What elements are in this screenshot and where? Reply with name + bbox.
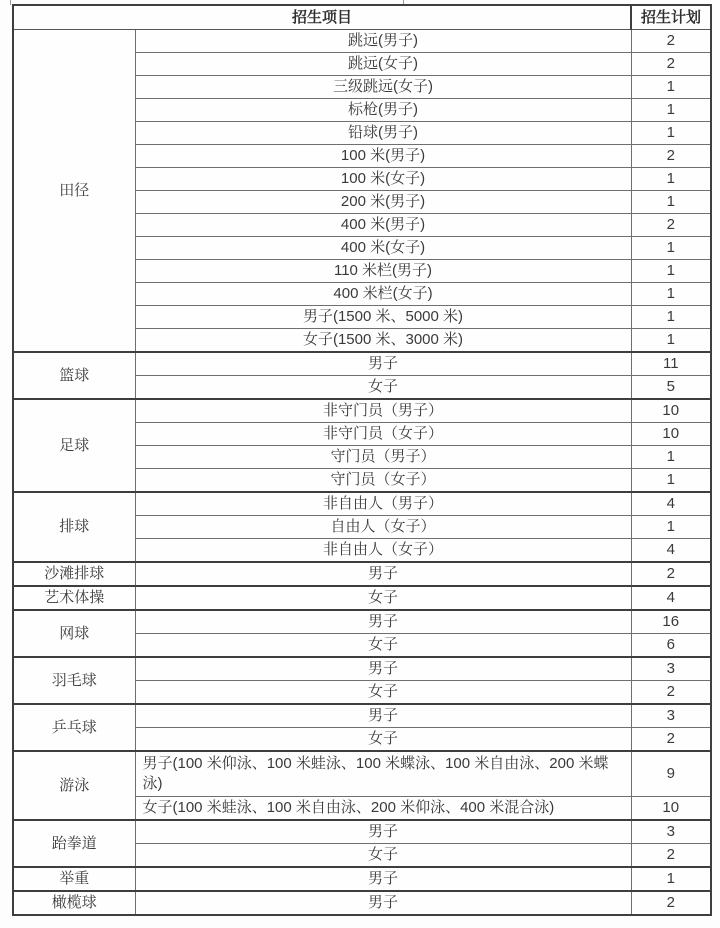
table-row [13, 352, 711, 376]
plan-count-cell: 2 [631, 53, 711, 76]
item-cell: 男子 [135, 352, 631, 376]
item-cell: 跳远(女子) [135, 53, 631, 76]
item-cell: 男子(1500 米、5000 米) [135, 306, 631, 329]
category-cell: 艺术体操 [13, 586, 135, 610]
plan-count-cell: 1 [631, 191, 711, 214]
item-cell: 守门员（男子） [135, 446, 631, 469]
header-enrollment-project: 招生项目 [13, 5, 631, 30]
plan-count-cell: 10 [631, 797, 711, 821]
item-cell: 跳远(男子) [135, 30, 631, 53]
item-cell: 三级跳远(女子) [135, 76, 631, 99]
item-cell: 男子 [135, 820, 631, 844]
item-cell: 男子 [135, 867, 631, 891]
table-body [13, 30, 711, 916]
item-cell: 女子 [135, 681, 631, 705]
item-cell: 女子 [135, 376, 631, 400]
item-cell: 标枪(男子) [135, 99, 631, 122]
plan-count-cell: 2 [631, 728, 711, 752]
item-cell: 男子 [135, 657, 631, 681]
item-cell: 400 米(女子) [135, 237, 631, 260]
plan-count-cell: 1 [631, 867, 711, 891]
plan-count-cell: 1 [631, 122, 711, 145]
crop-artifact-tick [10, 0, 11, 5]
table-row [13, 399, 711, 423]
category-cell: 足球 [13, 399, 135, 492]
table-row [13, 867, 711, 891]
category-cell: 篮球 [13, 352, 135, 399]
category-cell: 橄榄球 [13, 891, 135, 915]
item-cell: 女子 [135, 634, 631, 658]
item-cell: 非守门员（男子） [135, 399, 631, 423]
plan-count-cell: 1 [631, 76, 711, 99]
item-cell: 女子(100 米蛙泳、100 米自由泳、200 米仰泳、400 米混合泳) [135, 797, 631, 821]
table-row [13, 751, 711, 797]
category-cell: 羽毛球 [13, 657, 135, 704]
item-cell: 400 米栏(女子) [135, 283, 631, 306]
table-row [13, 891, 711, 915]
item-cell: 铅球(男子) [135, 122, 631, 145]
plan-count-cell: 10 [631, 423, 711, 446]
plan-count-cell: 16 [631, 610, 711, 634]
item-cell: 自由人（女子） [135, 516, 631, 539]
plan-count-cell: 1 [631, 168, 711, 191]
plan-count-cell: 1 [631, 446, 711, 469]
item-cell: 女子 [135, 586, 631, 610]
plan-count-cell: 11 [631, 352, 711, 376]
plan-count-cell: 1 [631, 99, 711, 122]
plan-count-cell: 10 [631, 399, 711, 423]
plan-count-cell: 2 [631, 214, 711, 237]
plan-count-cell: 3 [631, 820, 711, 844]
plan-count-cell: 1 [631, 516, 711, 539]
plan-count-cell: 2 [631, 30, 711, 53]
header-enrollment-plan: 招生计划 [631, 5, 711, 30]
table-row [13, 562, 711, 586]
table-header-row [13, 5, 711, 30]
plan-count-cell: 5 [631, 376, 711, 400]
category-cell: 乒乓球 [13, 704, 135, 751]
item-cell: 男子 [135, 562, 631, 586]
item-cell: 男子 [135, 891, 631, 915]
plan-count-cell: 2 [631, 145, 711, 168]
table-row [13, 586, 711, 610]
item-cell: 110 米栏(男子) [135, 260, 631, 283]
category-cell: 跆拳道 [13, 820, 135, 867]
category-cell: 网球 [13, 610, 135, 657]
item-cell: 100 米(女子) [135, 168, 631, 191]
enrollment-table [12, 4, 712, 916]
item-cell: 守门员（女子） [135, 469, 631, 493]
plan-count-cell: 1 [631, 237, 711, 260]
category-cell: 沙滩排球 [13, 562, 135, 586]
table-row [13, 704, 711, 728]
table-row [13, 657, 711, 681]
plan-count-cell: 1 [631, 329, 711, 353]
category-cell: 田径 [13, 30, 135, 353]
plan-count-cell: 1 [631, 260, 711, 283]
plan-count-cell: 3 [631, 704, 711, 728]
item-cell: 非自由人（女子） [135, 539, 631, 563]
item-cell: 女子 [135, 844, 631, 868]
plan-count-cell: 9 [631, 751, 711, 797]
plan-count-cell: 2 [631, 562, 711, 586]
item-cell: 400 米(男子) [135, 214, 631, 237]
item-cell: 200 米(男子) [135, 191, 631, 214]
item-cell: 男子 [135, 610, 631, 634]
item-cell: 100 米(男子) [135, 145, 631, 168]
item-cell: 男子 [135, 704, 631, 728]
item-cell: 男子(100 米仰泳、100 米蛙泳、100 米蝶泳、100 米自由泳、200 米蝶泳) [135, 751, 631, 797]
plan-count-cell: 1 [631, 306, 711, 329]
category-cell: 游泳 [13, 751, 135, 820]
category-cell: 排球 [13, 492, 135, 562]
item-cell: 女子 [135, 728, 631, 752]
category-cell: 举重 [13, 867, 135, 891]
plan-count-cell: 4 [631, 586, 711, 610]
plan-count-cell: 2 [631, 681, 711, 705]
plan-count-cell: 4 [631, 492, 711, 516]
table-row [13, 492, 711, 516]
plan-count-cell: 2 [631, 844, 711, 868]
item-cell: 非自由人（男子） [135, 492, 631, 516]
plan-count-cell: 1 [631, 283, 711, 306]
item-cell: 非守门员（女子） [135, 423, 631, 446]
plan-count-cell: 1 [631, 469, 711, 493]
table-row [13, 820, 711, 844]
plan-count-cell: 3 [631, 657, 711, 681]
table-row [13, 30, 711, 53]
plan-count-cell: 6 [631, 634, 711, 658]
plan-count-cell: 2 [631, 891, 711, 915]
plan-count-cell: 4 [631, 539, 711, 563]
table-row [13, 610, 711, 634]
item-cell: 女子(1500 米、3000 米) [135, 329, 631, 353]
